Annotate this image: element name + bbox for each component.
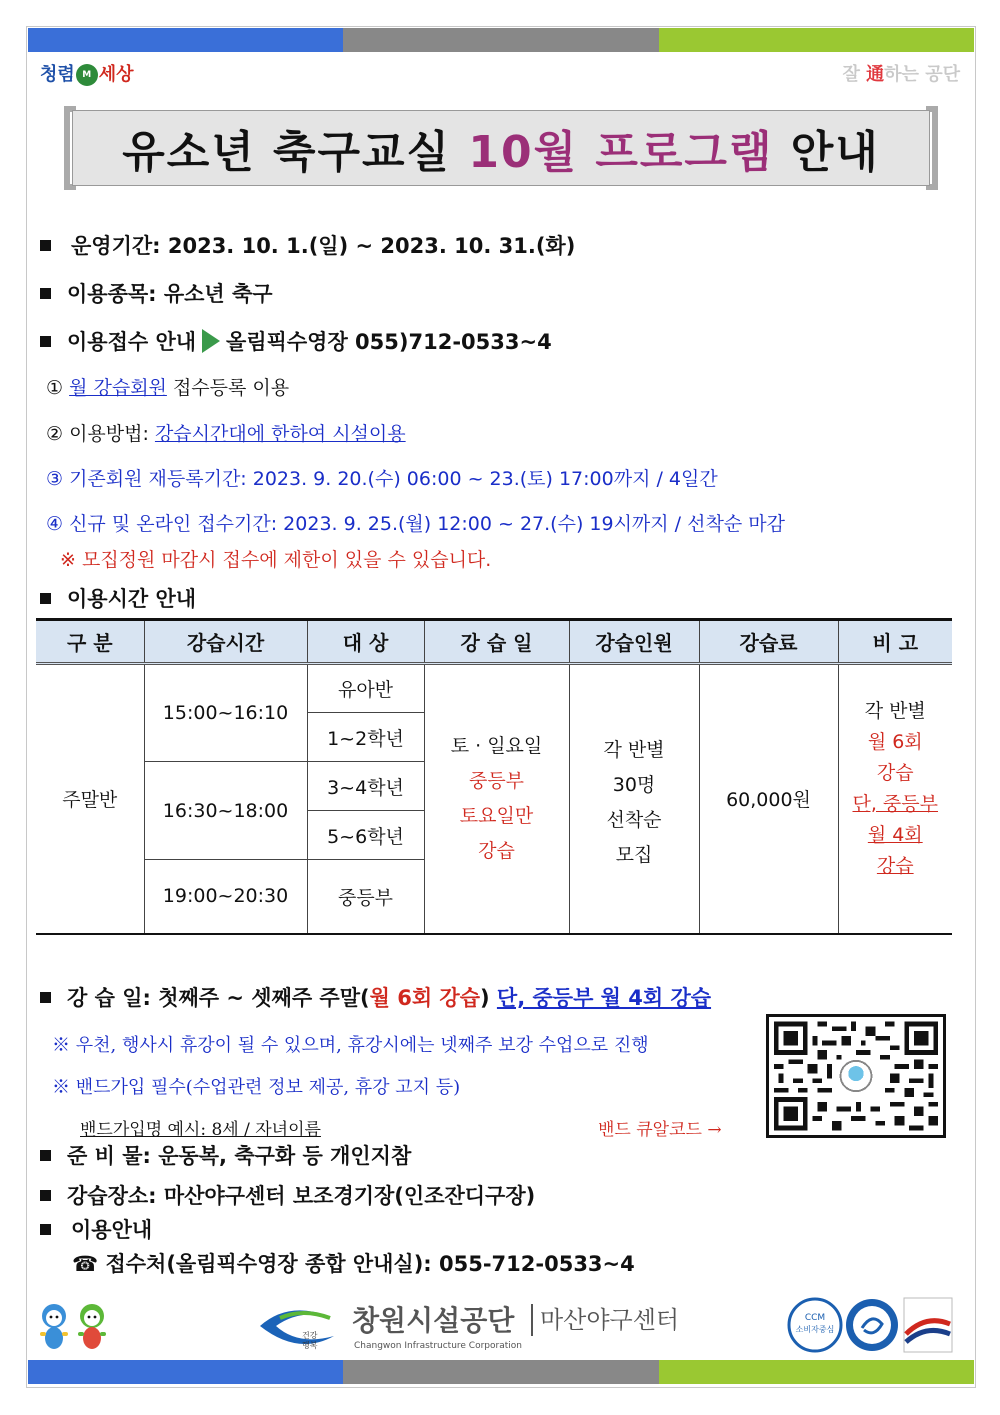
header-category: 구 분 [36, 620, 144, 664]
target-cell: 유아반 [307, 664, 424, 713]
time-heading: 이용시간 안내 [40, 583, 196, 613]
registration-line: 이용접수 안내 올림픽수영장 055)712-0533~4 [40, 326, 552, 356]
logo-small-top: 건강 [302, 1331, 318, 1340]
category-cell: 주말반 [36, 664, 144, 934]
header-days: 강 습 일 [424, 620, 569, 664]
fee-cell: 60,000원 [699, 664, 838, 934]
sub-item-4: ④ 신규 및 온라인 접수기간: 2023. 9. 25.(월) 12:00 ~ 27.(수) 19시까지 / 선착순 마감 [46, 513, 785, 535]
rain-note: ※ 우천, 행사시 휴강이 될 수 있으며, 휴강시에는 넷째주 보강 수업으로 진행 [52, 1035, 649, 1056]
time-cell: 16:30~18:00 [144, 762, 307, 860]
page-title: 유소년 축구교실 10월 프로그램 안내 [122, 127, 880, 178]
time-cell: 19:00~20:30 [144, 860, 307, 934]
table-row [36, 664, 952, 713]
band-qr-code[interactable] [766, 1014, 946, 1138]
org-name-kr: 창원시설공단 [352, 1304, 515, 1337]
target-cell: 1~2학년 [307, 713, 424, 762]
header-note: 비 고 [838, 620, 952, 664]
sub-item-1: ① 월 강습회원 접수등록 이용 [46, 377, 290, 399]
mascot-characters [34, 1296, 114, 1352]
sub-item-3: ③ 기존회원 재등록기간: 2023. 9. 20.(수) 06:00 ~ 23.(토) 17:00까지 / 4일간 [46, 468, 718, 490]
header-fee: 강습료 [699, 620, 838, 664]
time-cell: 15:00~16:10 [144, 664, 307, 762]
integrity-slogan-logo: 청렴 M 세상 [40, 64, 134, 85]
phone-line: ☎ 접수처(올림픽수영장 종합 안내실): 055-712-0533~4 [72, 1252, 635, 1276]
certification-badges [786, 1294, 956, 1356]
target-cell: 3~4학년 [307, 762, 424, 811]
days-cell: 토 · 일요일 중등부 토요일만 강습 [424, 664, 569, 934]
guide-line: 이용안내 [40, 1214, 152, 1244]
target-cell: 중등부 [307, 860, 424, 934]
days-line: 강 습 일: 첫째주 ~ 셋째주 주말(월 6회 강습) 단, 중등부 월 4회 강습 [40, 982, 711, 1012]
band-example: 밴드가입명 예시: 8세 / 자녀이름 [80, 1120, 321, 1140]
header-capacity: 강습인원 [569, 620, 699, 664]
ccm-badge-bottom: 소비자중심 [795, 1325, 835, 1334]
header-time: 강습시간 [144, 620, 307, 664]
note-cell: 각 반별 월 6회 강습 단, 중등부 월 4회 강습 [838, 664, 952, 934]
band-note: ※ 밴드가입 필수(수업관련 정보 제공, 휴강 고지 등) [52, 1077, 461, 1098]
ccm-badge-top: CCM [804, 1313, 826, 1323]
monthly-member-link: 월 강습회원 [69, 377, 167, 399]
capacity-notice: ※ 모집정원 마감시 접수에 제한이 있을 수 있습니다. [60, 549, 492, 571]
communication-slogan-logo: 잘 通하는 공단 [842, 64, 960, 85]
sub-item-2: ② 이용방법: 강습시간대에 한하여 시설이용 [46, 423, 406, 445]
target-cell: 5~6학년 [307, 811, 424, 860]
preparation-line: 준 비 물: 운동복, 축구화 등 개인지참 [40, 1140, 411, 1170]
table-header-row [36, 620, 952, 664]
title-banner [64, 106, 938, 190]
sport-line: 이용종목: 유소년 축구 [40, 278, 273, 308]
bottom-color-bar [28, 1360, 974, 1384]
location-line: 강습장소: 마산야구센터 보조경기장(인조잔디구장) [40, 1180, 535, 1210]
top-color-bar [28, 28, 974, 52]
schedule-table [36, 618, 952, 935]
header-target: 대 상 [307, 620, 424, 664]
center-name: 마산야구센터 [540, 1306, 680, 1334]
qr-label: 밴드 큐알코드 → [598, 1120, 722, 1140]
capacity-cell: 각 반별 30명 선착순 모집 [569, 664, 699, 934]
org-name-en: Changwon Infrastructure Corporation [354, 1341, 522, 1351]
logo-small-bottom: 행복 [302, 1341, 318, 1350]
period-line: 운영기간: 2023. 10. 1.(일) ~ 2023. 10. 31.(화) [40, 230, 575, 260]
right-arrow-icon [202, 329, 220, 353]
changwon-corporation-logo [258, 1296, 688, 1352]
